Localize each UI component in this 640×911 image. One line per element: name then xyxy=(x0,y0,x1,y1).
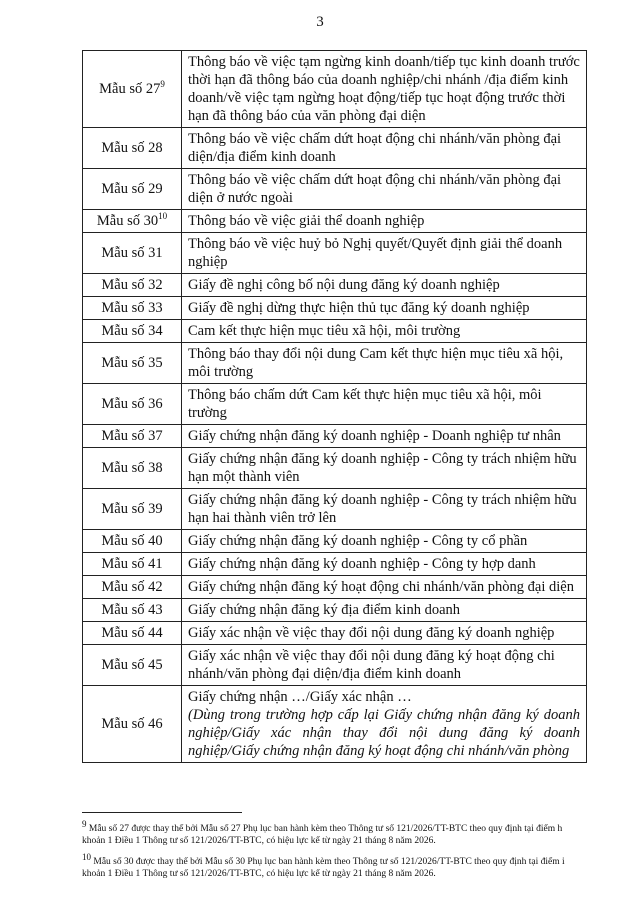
form-code-cell xyxy=(83,128,182,169)
form-code: Mẫu số 46 xyxy=(101,716,163,732)
footnotes xyxy=(82,812,587,890)
form-description-cell xyxy=(182,425,587,448)
table-row xyxy=(83,599,587,622)
table-row xyxy=(83,645,587,686)
form-description: Giấy chứng nhận đăng ký hoạt động chi nhánh/văn phòng đại diện xyxy=(188,579,574,595)
footnote-marker[interactable]: 9 xyxy=(160,79,165,90)
forms-table xyxy=(82,50,587,763)
form-code: Mẫu số 35 xyxy=(101,355,163,371)
form-description-cell xyxy=(182,384,587,425)
table-row xyxy=(83,233,587,274)
form-code: Mẫu số 28 xyxy=(101,140,163,156)
form-description-cell xyxy=(182,645,587,686)
form-description-cell xyxy=(182,233,587,274)
form-description-cell xyxy=(182,576,587,599)
form-code-cell xyxy=(83,553,182,576)
form-description: Giấy chứng nhận đăng ký doanh nghiệp - Công ty trách nhiệm hữu hạn hai thành viên trở lên xyxy=(188,492,577,526)
form-code-cell xyxy=(83,448,182,489)
table-row xyxy=(83,51,587,128)
form-description: Thông báo về việc chấm dứt hoạt động chi nhánh/văn phòng đại diện ở nước ngoài xyxy=(188,172,562,206)
form-code: Mẫu số 30 xyxy=(96,213,159,229)
form-code-cell xyxy=(83,489,182,530)
form-description: Giấy chứng nhận đăng ký doanh nghiệp - Công ty cổ phần xyxy=(188,533,528,549)
form-code: Mẫu số 32 xyxy=(101,277,163,293)
form-description: Giấy chứng nhận đăng ký doanh nghiệp - Doanh nghiệp tư nhân xyxy=(188,428,561,444)
footnote-text: Mẫu số 30 được thay thế bởi Mẫu số 30 Phụ lục ban hành kèm theo Thông tư số 121/2026/TT-BTC theo quy định tại điểm i khoản 1 Điều 1 Thông tư số 121/2026/TT-BTC, có hiệu lực kể từ ngày 21 tháng 8 năm 2026. xyxy=(82,857,565,879)
form-description-cell xyxy=(182,489,587,530)
form-code-cell xyxy=(83,645,182,686)
form-description-cell xyxy=(182,599,587,622)
table-row xyxy=(83,343,587,384)
table-row xyxy=(83,622,587,645)
form-code-cell xyxy=(83,384,182,425)
form-code: Mẫu số 45 xyxy=(101,657,163,673)
form-code-cell xyxy=(83,233,182,274)
form-description: Giấy xác nhận về việc thay đổi nội dung đăng ký hoạt động chi nhánh/văn phòng đại diện/địa điểm kinh doanh xyxy=(188,648,555,682)
form-code: Mẫu số 43 xyxy=(101,602,163,618)
form-code: Mẫu số 31 xyxy=(101,245,163,261)
form-description: Thông báo về việc tạm ngừng kinh doanh/tiếp tục kinh doanh trước thời hạn đã thông báo của doanh nghiệp/chi nhánh /địa điểm kinh doanh/về việc tạm ngừng hoạt động/tiếp tục hoạt động trước thời hạn đã thông báo của văn phòng đại diện xyxy=(188,54,580,124)
form-code: Mẫu số 36 xyxy=(101,396,163,412)
table-row xyxy=(83,384,587,425)
form-note: (Dùng trong trường hợp cấp lại Giấy chứng nhận đăng ký doanh nghiệp/Giấy xác nhận thay đổi nội dung đăng ký doanh nghiệp/Giấy chứng nhận đăng ký hoạt động chi nhánh/văn phòng xyxy=(188,707,580,759)
table-row xyxy=(83,686,587,763)
form-description: Giấy chứng nhận đăng ký doanh nghiệp - Công ty hợp danh xyxy=(188,556,536,572)
footnote-mark: 10 xyxy=(82,851,91,862)
footnote-mark: 9 xyxy=(82,818,87,829)
form-code-cell xyxy=(83,210,182,233)
form-description: Thông báo về việc huỷ bỏ Nghị quyết/Quyết định giải thể doanh nghiệp xyxy=(188,236,563,270)
form-description: Thông báo về việc chấm dứt hoạt động chi nhánh/văn phòng đại diện/địa điểm kinh doanh xyxy=(188,131,562,165)
form-code-cell xyxy=(83,599,182,622)
form-description-cell xyxy=(182,343,587,384)
footnote-rule xyxy=(82,812,242,813)
form-code-cell xyxy=(83,51,182,128)
form-description-cell xyxy=(182,622,587,645)
form-code-cell xyxy=(83,297,182,320)
table-row xyxy=(83,297,587,320)
form-code: Mẫu số 41 xyxy=(101,556,163,572)
form-description-cell xyxy=(182,686,587,763)
form-description: Giấy xác nhận về việc thay đổi nội dung đăng ký doanh nghiệp xyxy=(188,625,555,641)
form-description-cell xyxy=(182,169,587,210)
table-row xyxy=(83,169,587,210)
form-code: Mẫu số 42 xyxy=(101,579,163,595)
form-code-cell xyxy=(83,622,182,645)
form-description-cell xyxy=(182,128,587,169)
table-row xyxy=(83,274,587,297)
form-description-cell xyxy=(182,210,587,233)
form-description-cell xyxy=(182,274,587,297)
form-code: Mẫu số 37 xyxy=(101,428,163,444)
form-description: Thông báo về việc giải thể doanh nghiệp xyxy=(188,213,425,229)
form-code-cell xyxy=(83,169,182,210)
footnote xyxy=(82,818,587,847)
form-code: Mẫu số 38 xyxy=(101,460,163,476)
form-code-cell xyxy=(83,530,182,553)
form-code: Mẫu số 44 xyxy=(101,625,163,641)
form-code-cell xyxy=(83,425,182,448)
form-code-cell xyxy=(83,274,182,297)
footnote xyxy=(82,851,587,880)
form-description-cell xyxy=(182,530,587,553)
footnote-text: Mẫu số 27 được thay thế bởi Mẫu số 27 Phụ lục ban hành kèm theo Thông tư số 121/2026/TT-BTC theo quy định tại điểm h khoản 1 Điều 1 Thông tư số 121/2026/TT-BTC, có hiệu lực kể từ ngày 21 tháng 8 năm 2026. xyxy=(82,823,563,846)
table-row xyxy=(83,448,587,489)
form-code-cell xyxy=(83,686,182,763)
form-description: Giấy chứng nhận đăng ký doanh nghiệp - Công ty trách nhiệm hữu hạn một thành viên xyxy=(188,451,577,485)
table-row xyxy=(83,128,587,169)
table-row xyxy=(83,530,587,553)
table-row xyxy=(83,425,587,448)
footnote-marker[interactable]: 10 xyxy=(158,211,168,222)
table-row xyxy=(83,489,587,530)
form-description: Cam kết thực hiện mục tiêu xã hội, môi trường xyxy=(188,323,461,339)
form-description-cell xyxy=(182,51,587,128)
form-code: Mẫu số 39 xyxy=(101,501,163,517)
form-description: Giấy đề nghị công bố nội dung đăng ký doanh nghiệp xyxy=(188,277,500,293)
form-description-cell xyxy=(182,553,587,576)
form-description: Giấy chứng nhận …/Giấy xác nhận … xyxy=(188,689,412,705)
table-row xyxy=(83,210,587,233)
form-code-cell xyxy=(83,320,182,343)
form-description: Giấy chứng nhận đăng ký địa điểm kinh doanh xyxy=(188,602,461,618)
table-row xyxy=(83,320,587,343)
form-code: Mẫu số 40 xyxy=(101,533,163,549)
form-code-cell xyxy=(83,576,182,599)
form-description-cell xyxy=(182,297,587,320)
table-row xyxy=(83,576,587,599)
form-code: Mẫu số 27 xyxy=(99,81,161,97)
form-description: Thông báo thay đổi nội dung Cam kết thực hiện mục tiêu xã hội, môi trường xyxy=(188,346,564,380)
form-code: Mẫu số 34 xyxy=(101,323,163,339)
form-code-cell xyxy=(83,343,182,384)
form-description: Giấy đề nghị dừng thực hiện thủ tục đăng ký doanh nghiệp xyxy=(188,300,530,316)
page-number: 3 xyxy=(316,14,324,30)
table-row xyxy=(83,553,587,576)
form-description-cell xyxy=(182,320,587,343)
form-code: Mẫu số 33 xyxy=(101,300,163,316)
form-code: Mẫu số 29 xyxy=(101,181,163,197)
form-description-cell xyxy=(182,448,587,489)
form-description: Thông báo chấm dứt Cam kết thực hiện mục tiêu xã hội, môi trường xyxy=(188,387,542,421)
